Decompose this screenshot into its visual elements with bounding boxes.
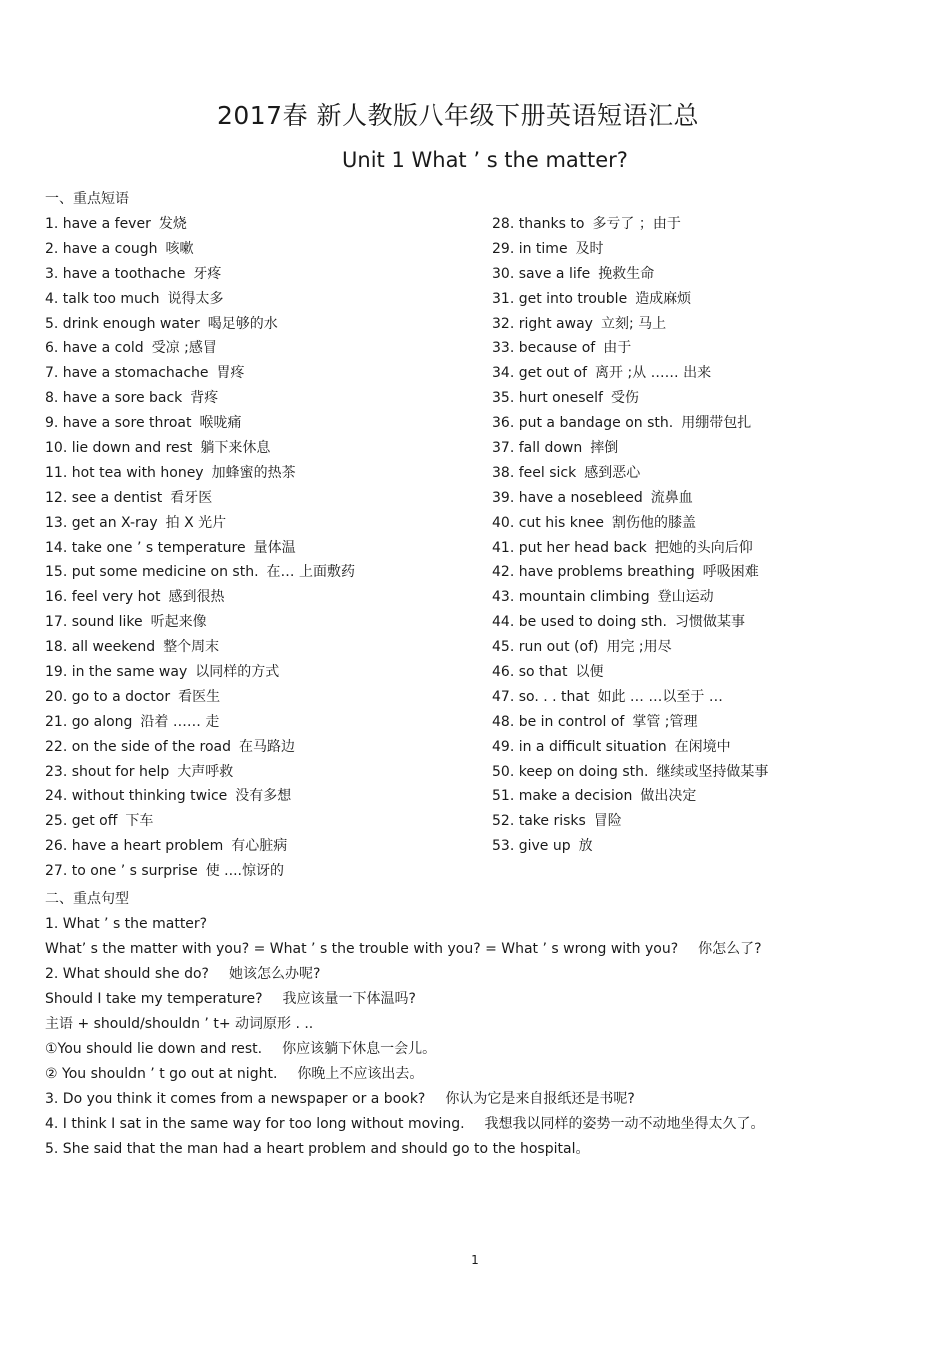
sentence-line [45, 1037, 925, 1062]
phrase-item [492, 212, 912, 237]
phrase-english: 14. take one ’ s temperature [45, 539, 246, 556]
phrase-english: 50. keep on doing sth. [492, 763, 649, 780]
phrase-chinese: 有心脏病 [231, 838, 288, 855]
phrase-item [492, 784, 912, 809]
phrase-item [492, 660, 912, 685]
phrase-english: 40. cut his knee [492, 514, 604, 531]
phrase-english: 20. go to a doctor [45, 688, 171, 705]
phrase-chinese: 量体温 [253, 539, 296, 556]
phrase-english: 34. get out of [492, 365, 588, 382]
phrase-english: 43. mountain climbing [492, 589, 650, 606]
phrase-english: 17. sound like [45, 614, 143, 631]
phrase-item [492, 536, 912, 561]
phrase-chinese: 由于 [603, 340, 632, 357]
phrase-english: 1. have a fever [45, 216, 151, 232]
phrase-item [492, 386, 912, 411]
phrase-item [45, 287, 475, 312]
phrase-chinese: 受伤 [610, 390, 639, 407]
phrase-chinese: 以便 [575, 664, 604, 681]
phrase-item [45, 809, 475, 834]
phrase-item [45, 735, 475, 760]
section-heading-sentences: 二、重点句型 [45, 891, 129, 907]
phrase-chinese: 胃疼 [216, 365, 245, 382]
phrase-english: 42. have problems breathing [492, 564, 695, 581]
phrase-item [45, 237, 475, 262]
phrase-english: 6. have a cold [45, 340, 144, 357]
phrase-chinese: 大声呼救 [177, 763, 234, 780]
phrase-english: 11. hot tea with honey [45, 464, 204, 481]
phrase-item [45, 386, 475, 411]
phrase-item [492, 461, 912, 486]
phrase-item [492, 585, 912, 610]
phrase-chinese: 发烧 [158, 216, 187, 232]
phrase-english: 9. have a sore throat [45, 415, 192, 432]
phrase-item [492, 262, 912, 287]
phrase-chinese: 习惯做某事 [674, 614, 745, 631]
phrase-english: 49. in a difficult situation [492, 738, 667, 755]
phrase-english: 30. save a life [492, 265, 591, 282]
phrase-item [492, 735, 912, 760]
phrase-item [492, 511, 912, 536]
sentence-chinese: 我想我以同样的姿势一动不动地坐得太久了。 [484, 1116, 765, 1132]
sentence-line [45, 912, 925, 937]
sentence-line [45, 1087, 925, 1112]
phrase-english: 31. get into trouble [492, 290, 628, 307]
phrase-chinese: 听起来像 [150, 614, 207, 631]
phrase-chinese: 躺下来休息 [200, 440, 271, 457]
phrase-english: 41. put her head back [492, 539, 647, 556]
phrase-english: 18. all weekend [45, 639, 156, 656]
phrase-list-right [492, 212, 912, 859]
phrase-item [45, 585, 475, 610]
phrase-chinese: 流鼻血 [650, 489, 693, 506]
sentence-line [45, 962, 925, 987]
document-title: 2017春 新人教版八年级下册英语短语汇总 [216, 101, 700, 130]
phrase-english: 19. in the same way [45, 664, 188, 681]
sentence-english: 3. Do you think it comes from a newspaper or a book? [45, 1091, 426, 1107]
phrase-english: 3. have a toothache [45, 265, 186, 282]
phrase-item [45, 436, 475, 461]
phrase-english: 28. thanks to [492, 216, 585, 232]
sentence-chinese: 我应该量一下体温吗? [282, 991, 416, 1007]
sentence-english: ② You shouldn ’ t go out at night. [45, 1066, 278, 1082]
phrase-chinese: 在闲境中 [674, 738, 731, 755]
phrase-english: 21. go along [45, 713, 133, 730]
phrase-chinese: 咳嗽 [165, 240, 194, 257]
phrase-chinese: 造成麻烦 [635, 290, 692, 307]
phrase-chinese: 受凉 ;感冒 [151, 340, 217, 357]
phrase-english: 8. have a sore back [45, 390, 183, 407]
phrase-chinese: 挽救生命 [598, 265, 655, 282]
phrase-chinese: 呼吸困难 [702, 564, 759, 581]
phrase-english: 36. put a bandage on sth. [492, 415, 674, 432]
phrase-english: 45. run out (of) [492, 639, 599, 656]
sentence-line [45, 937, 925, 962]
phrase-chinese: 割伤他的膝盖 [611, 514, 696, 531]
phrase-english: 38. feel sick [492, 464, 577, 481]
phrase-chinese: 在… 上面敷药 [266, 564, 355, 581]
sentence-chinese: 她该怎么办呢? [229, 966, 321, 982]
phrase-english: 33. because of [492, 340, 596, 357]
sentence-english: Should I take my temperature? [45, 991, 263, 1007]
phrase-chinese: 感到恶心 [584, 464, 641, 481]
sentence-chinese: 你怎么了? [698, 941, 762, 957]
phrase-item [45, 610, 475, 635]
phrase-item [492, 809, 912, 834]
sentence-line [45, 1137, 925, 1162]
sentence-list [45, 912, 925, 1162]
phrase-chinese: 整个周末 [163, 639, 220, 656]
phrase-chinese: 把她的头向后仰 [654, 539, 753, 556]
phrase-chinese: 看医生 [178, 688, 221, 705]
phrase-item [45, 536, 475, 561]
phrase-chinese: 牙疼 [193, 265, 222, 282]
phrase-english: 52. take risks [492, 813, 586, 830]
phrase-chinese: 没有多想 [235, 788, 292, 805]
phrase-chinese: 加蜂蜜的热茶 [211, 464, 296, 481]
phrase-chinese: 离开 ;从 …… 出来 [595, 365, 712, 382]
sentence-english: ①You should lie down and rest. [45, 1041, 263, 1057]
phrase-item [45, 511, 475, 536]
phrase-chinese: 拍 X 光片 [165, 514, 227, 531]
phrase-item [45, 262, 475, 287]
phrase-english: 37. fall down [492, 440, 583, 457]
phrase-english: 46. so that [492, 664, 568, 681]
sentence-chinese: 你晚上不应该出去。 [297, 1066, 424, 1082]
phrase-english: 2. have a cough [45, 240, 158, 257]
sentence-english: 5. She said that the man had a heart problem and should go to the hospital。 [45, 1141, 590, 1157]
phrase-chinese: 使 ....惊讶的 [205, 863, 284, 880]
phrase-english: 7. have a stomachache [45, 365, 209, 382]
phrase-item [492, 287, 912, 312]
phrase-english: 26. have a heart problem [45, 838, 224, 855]
phrase-english: 53. give up [492, 838, 571, 855]
phrase-chinese: 在马路边 [239, 738, 296, 755]
phrase-chinese: 立刻; 马上 [600, 315, 667, 332]
sentence-line [45, 1062, 925, 1087]
phrase-item [492, 610, 912, 635]
phrase-item [45, 685, 475, 710]
phrase-english: 12. see a dentist [45, 489, 163, 506]
phrase-chinese: 用完 ;用尽 [606, 639, 672, 656]
phrase-item [45, 859, 475, 884]
phrase-item [45, 660, 475, 685]
phrase-english: 16. feel very hot [45, 589, 161, 606]
phrase-english: 47. so. . . that [492, 688, 590, 705]
sentence-english: What’ s the matter with you? = What ’ s the trouble with you? = What ’ s wrong with you? [45, 941, 679, 957]
phrase-chinese: 沿着 …… 走 [140, 713, 220, 730]
phrase-item [492, 560, 912, 585]
phrase-item [45, 560, 475, 585]
phrase-chinese: 喝足够的水 [207, 315, 278, 332]
phrase-item [45, 411, 475, 436]
sentence-english: 主语 + should/shouldn ’ t+ 动词原形 . .. [45, 1016, 314, 1032]
phrase-item [45, 361, 475, 386]
phrase-english: 27. to one ’ s surprise [45, 863, 198, 880]
phrase-english: 29. in time [492, 240, 568, 257]
phrase-item [45, 710, 475, 735]
phrase-item [492, 312, 912, 337]
sentence-english: 2. What should she do? [45, 966, 209, 982]
phrase-item [492, 834, 912, 859]
phrase-chinese: 以同样的方式 [195, 664, 280, 681]
phrase-english: 15. put some medicine on sth. [45, 564, 259, 581]
phrase-chinese: 喉咙痛 [199, 415, 242, 432]
phrase-chinese: 看牙医 [170, 489, 213, 506]
phrase-english: 13. get an X-ray [45, 514, 158, 531]
phrase-english: 4. talk too much [45, 290, 160, 307]
phrase-english: 32. right away [492, 315, 593, 332]
phrase-chinese: 感到很热 [168, 589, 225, 606]
phrase-item [45, 834, 475, 859]
phrase-chinese: 放 [578, 838, 593, 855]
phrase-item [45, 312, 475, 337]
phrase-item [45, 635, 475, 660]
phrase-english: 5. drink enough water [45, 315, 200, 332]
phrase-chinese: 做出决定 [640, 788, 697, 805]
phrase-chinese: 说得太多 [167, 290, 224, 307]
phrase-chinese: 掌管 ;管理 [632, 713, 698, 730]
phrase-item [45, 760, 475, 785]
unit-title: Unit 1 What ’ s the matter? [342, 148, 628, 172]
phrase-item [492, 336, 912, 361]
phrase-item [45, 461, 475, 486]
phrase-item [45, 336, 475, 361]
phrase-english: 39. have a nosebleed [492, 489, 643, 506]
phrase-item [45, 486, 475, 511]
phrase-english: 51. make a decision [492, 788, 633, 805]
phrase-item [492, 486, 912, 511]
phrase-item [492, 760, 912, 785]
phrase-chinese: 用绷带包扎 [681, 415, 752, 432]
phrase-item [492, 685, 912, 710]
phrase-chinese: 及时 [575, 240, 604, 257]
phrase-item [45, 784, 475, 809]
phrase-list-left [45, 212, 475, 884]
sentence-line [45, 1112, 925, 1137]
phrase-english: 24. without thinking twice [45, 788, 228, 805]
phrase-item [492, 436, 912, 461]
phrase-chinese: 继续或坚持做某事 [656, 763, 769, 780]
sentence-chinese: 你应该躺下休息一会儿。 [282, 1041, 437, 1057]
phrase-english: 35. hurt oneself [492, 390, 603, 407]
phrase-english: 25. get off [45, 813, 118, 830]
phrase-chinese: 如此 … …以至于 … [597, 688, 723, 705]
phrase-chinese: 摔倒 [590, 440, 619, 457]
phrase-english: 22. on the side of the road [45, 738, 232, 755]
sentence-line [45, 987, 925, 1012]
phrase-english: 10. lie down and rest [45, 440, 193, 457]
phrase-chinese: 背疼 [190, 390, 219, 407]
sentence-english: 1. What ’ s the matter? [45, 916, 208, 932]
phrase-chinese: 多亏了 ；由于 [592, 216, 681, 232]
phrase-item [492, 710, 912, 735]
section-heading-phrases: 一、重点短语 [45, 191, 129, 207]
phrase-item [492, 635, 912, 660]
page-number: 1 [471, 1253, 479, 1267]
phrase-item [492, 361, 912, 386]
phrase-item [492, 411, 912, 436]
sentence-english: 4. I think I sat in the same way for too long without moving. [45, 1116, 465, 1132]
phrase-chinese: 登山运动 [657, 589, 714, 606]
phrase-item [492, 237, 912, 262]
sentence-chinese: 你认为它是来自报纸还是书呢? [445, 1091, 635, 1107]
phrase-english: 23. shout for help [45, 763, 170, 780]
phrase-english: 44. be used to doing sth. [492, 614, 667, 631]
phrase-english: 48. be in control of [492, 713, 625, 730]
sentence-line [45, 1012, 925, 1037]
phrase-chinese: 冒险 [593, 813, 622, 830]
phrase-chinese: 下车 [125, 813, 154, 830]
phrase-item [45, 212, 475, 237]
